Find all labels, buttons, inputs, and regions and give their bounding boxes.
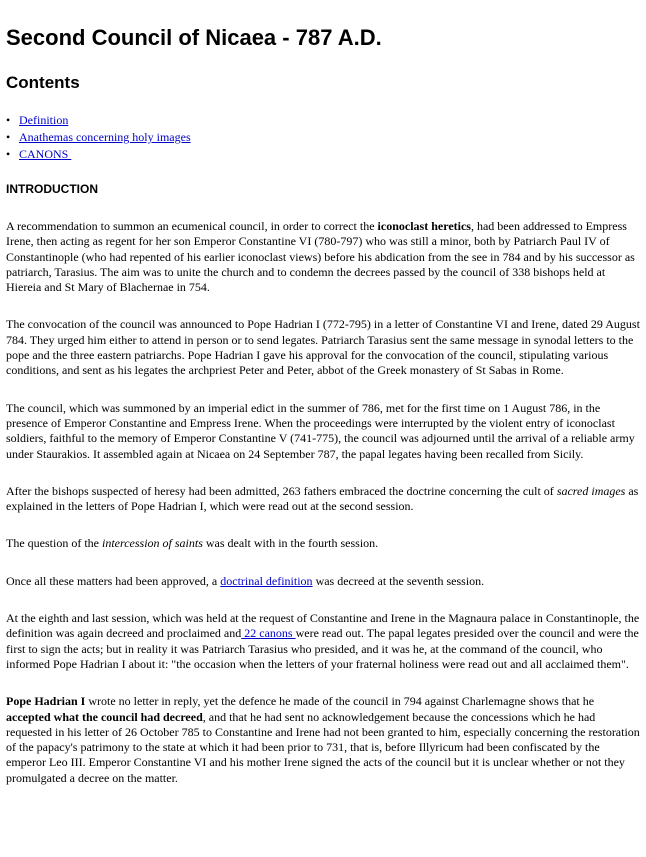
paragraph-text: , and that he had sent no acknowledgement because the concessions which he had requested in his letter of 26 October 785 to Constantine and Irene had not been granted to him, especially concerning the restoration of the papacy's patrimony to the state at which it had been prior to 731, that is, before Illyricum had been confiscated by the emperor Leo III. Emperor Constantine VI and his mother Irene signed the acts of the council but it is unclear whether or not they promulgated a decree on the matter.: [6, 709, 640, 785]
paragraph-text: was dealt with in the fourth session.: [202, 536, 379, 551]
page-title: Second Council of Nicaea - 787 A.D.: [6, 25, 382, 50]
italic-text: sacred images: [556, 483, 626, 498]
paragraph-text: After the bishops suspected of heresy had been admitted, 263 fathers embraced the doctrine concerning the cult of: [6, 483, 557, 498]
paragraph-text: , had been addressed to Empress Irene, then acting as regent for her son Emperor Constantine VI (780-797) who was still a minor, both by Patriarch Paul IV of Constantinople (who had repented of his earlier iconoclast views) before his abdication from the see in 784 and by his successor as patriarch, Tarasius. The aim was to unite the church and to condemn the decrees passed by the council of 338 bishops held at Hiereia and St Mary of Blachernae in 754.: [6, 219, 635, 295]
paragraph-5: [6, 536, 640, 551]
paragraph-7: [6, 611, 640, 672]
toc-link-anathemas[interactable]: Anathemas concerning holy images: [19, 130, 191, 144]
paragraph-6: [6, 574, 640, 589]
paragraph-4: [6, 484, 640, 515]
paragraph-text: Once all these matters had been approved, a: [6, 573, 221, 588]
paragraph-8: [6, 694, 640, 786]
paragraph-text: wrote no letter in reply, yet the defence he made of the council in 794 against Charlemagne shows that he: [85, 694, 595, 709]
paragraph-text: At the eighth and last session, which was held at the request of Constantine and Irene in the Magnaura palace in Constantinople, the definition was again decreed and proclaimed and: [6, 611, 640, 641]
italic-text: intercession of saints: [101, 536, 203, 551]
paragraph-text: as explained in the letters of Pope Hadrian I, which were read out at the second session.: [6, 483, 639, 514]
toc-item-anathemas: [6, 129, 640, 146]
doctrinal-definition-link[interactable]: doctrinal definition: [220, 573, 313, 588]
bold-text: iconoclast heretics: [377, 219, 471, 233]
toc-item-canons: [6, 146, 640, 163]
table-of-contents: [6, 112, 640, 163]
paragraph-3: The council, which was summoned by an imperial edict in the summer of 786, met for the first time on 1 August 786, in the presence of Emperor Constantine and Empress Irene. When the proceedings were interrupted by the violent entry of iconoclast soldiers, faithful to the memory of Emperor Constantine V (741-775), the council was adjourned until the arrival of a reliable army under Staurakios. It assembled again at Nicaea on 24 September 787, the papal legates having been recalled from Sicily.: [6, 400, 635, 461]
paragraph-2: The convocation of the council was announced to Pope Hadrian I (772-795) in a letter of Constantine VI and Irene, dated 29 August 784. They urged him either to attend in person or to send legates. Patriarch Tarasius sent the same message in synodal letters to the pope and the three eastern patriarchs. Pope Hadrian I gave his approval for the convocation of the council, stipulating various conditions, and sent as his legates the archpriest Peter and Peter, abbot of the Greek monastery of St Sabas in Rome.: [6, 317, 640, 378]
paragraph-text: A recommendation to summon an ecumenical council, in order to correct the: [6, 219, 378, 233]
paragraph-text: was decreed at the seventh session.: [312, 573, 485, 588]
canons-link[interactable]: 22 canons: [241, 626, 296, 641]
bold-text: accepted what the council had decreed: [6, 709, 203, 724]
paragraph-text: The question of the: [6, 536, 102, 551]
bold-text: Pope Hadrian I: [6, 694, 86, 709]
paragraph-text: were read out. The papal legates presided over the council and were the first to sign the acts; but in reality it was Patriarch Tarasius who presided, and it was he, at the command of the council, who informed Pope Hadrian I about it: "the occasion when the letters of your fraternal holiness were read out and all acclaimed them".: [6, 626, 639, 671]
section-heading-introduction: INTRODUCTION: [6, 182, 98, 196]
toc-link-definition[interactable]: Definition: [19, 113, 69, 127]
contents-heading: Contents: [6, 73, 80, 92]
paragraph-1: [6, 219, 640, 295]
toc-link-canons[interactable]: CANONS: [19, 147, 72, 161]
toc-item-definition: [6, 112, 640, 129]
